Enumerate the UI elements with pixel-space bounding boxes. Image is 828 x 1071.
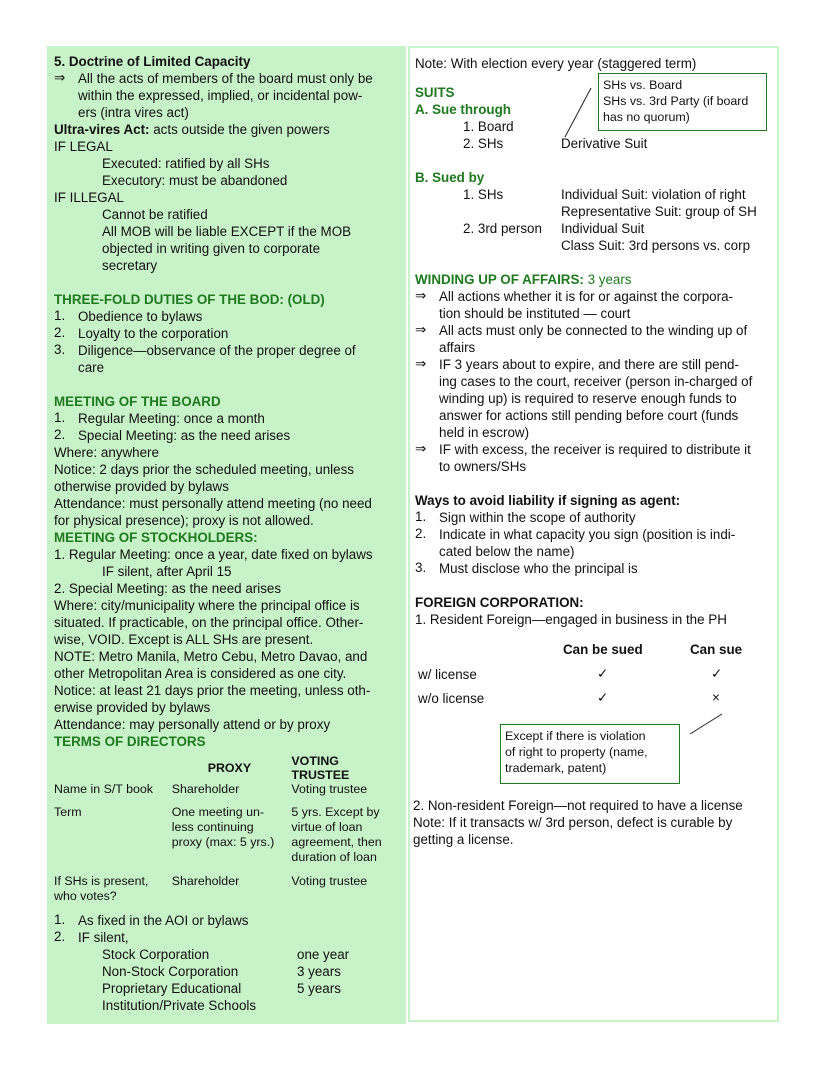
arrow-icon: ⇒ [415, 288, 427, 303]
suit-type: Individual Suit: violation of right [561, 187, 746, 202]
text-line: ing cases to the court, receiver (person in-charged of [439, 374, 753, 389]
nonresident-foreign: 2. Non-resident Foreign—not required to have a license [413, 798, 743, 813]
item-text: Indicate in what capacity you sign (position is indi- [439, 527, 736, 542]
sh-special: 2. Special Meeting: as the need arises [54, 581, 282, 596]
item-number: 2. [415, 526, 427, 541]
connector-line [690, 714, 722, 734]
arrow-icon: ⇒ [54, 70, 66, 85]
item-number: 1. [54, 912, 66, 927]
item-text: Must disclose who the principal is [439, 561, 638, 576]
suit-party: 1. Board [463, 119, 514, 134]
connector-line [565, 88, 591, 137]
term-value: one year [297, 947, 350, 962]
fc-header-sued: Can be sued [563, 642, 643, 657]
item-number: 1. [415, 509, 427, 524]
arrow-icon: ⇒ [415, 441, 427, 456]
executory: Executory: must be abandoned [102, 173, 288, 188]
sh-regular: 1. Regular Meeting: once a year, date fixed on bylaws [54, 547, 373, 562]
check-icon: ✓ [597, 666, 609, 681]
text-line: Where: city/municipality where the principal office is [54, 598, 360, 613]
item-number: 2. [54, 929, 66, 944]
text-line: SHs vs. Board [603, 78, 683, 92]
fc-header-sue: Can sue [690, 642, 743, 657]
text-line: within the expressed, implied, or incidental pow- [78, 88, 363, 103]
table-cell: Shareholder [171, 782, 240, 796]
term-kind: Proprietary Educational [102, 981, 242, 996]
text-line: erwise provided by bylaws [54, 700, 211, 715]
note-election: Note: With election every year (staggered term) [415, 56, 697, 71]
text-line: secretary [102, 258, 158, 273]
term-kind: Non-Stock Corporation [102, 964, 239, 979]
text-line: Notice: 2 days prior the scheduled meeting, unless [54, 462, 354, 477]
text-line: objected in writing given to corporate [102, 241, 321, 256]
text-line: of right to property (name, [505, 745, 648, 759]
item-text: Diligence—observance of the proper degree of [78, 343, 356, 358]
term-value: 5 years [297, 981, 341, 996]
table-cell: One meeting un- less continuing proxy (max: 5 yrs.) [171, 805, 275, 849]
sued-by: B. Sued by [415, 170, 485, 185]
text-line: to owners/SHs [439, 459, 527, 474]
table-header: PROXY [207, 761, 252, 775]
check-icon: ✓ [597, 690, 609, 705]
foreign-title: FOREIGN CORPORATION: [415, 595, 584, 610]
table-cell: If SHs is present, who votes? [54, 874, 149, 903]
suit-party: 2. SHs [463, 136, 504, 151]
table-cell: Shareholder [171, 874, 240, 888]
fc-row-label: w/o license [418, 691, 485, 706]
text-line: winding up) is required to reserve enough funds to [439, 391, 737, 406]
term-kind: Institution/Private Schools [102, 998, 257, 1013]
text-line: Except if there is violation [505, 729, 646, 743]
board-where: Where: anywhere [54, 445, 159, 460]
fc-row-label: w/ license [418, 667, 477, 682]
text-line: SHs vs. 3rd Party (if board [603, 94, 749, 108]
text-line: IF with excess, the receiver is required to distribute it [439, 442, 751, 457]
ultra-vires-label: Ultra-vires Act: [54, 122, 150, 137]
terms-title: TERMS OF DIRECTORS [54, 734, 206, 749]
text-line: for physical presence); proxy is not allowed. [54, 513, 314, 528]
item-number: 1. [54, 308, 66, 323]
text-line: All actions whether it is for or against the corpora- [439, 289, 733, 304]
meeting-board-title: MEETING OF THE BOARD [54, 394, 221, 409]
item-text: IF silent, [78, 930, 129, 945]
sh-attendance: Attendance: may personally attend or by proxy [54, 717, 331, 732]
text-line: NOTE: Metro Manila, Metro Cebu, Metro Davao, and [54, 649, 368, 664]
term-value: 3 years [297, 964, 341, 979]
suits-title: SUITS [415, 85, 455, 100]
table-cell: Name in S/T book [54, 782, 153, 796]
item-text: As fixed in the AOI or bylaws [78, 913, 249, 928]
suit-type: Class Suit: 3rd persons vs. corp [561, 238, 751, 253]
table-header: VOTING TRUSTEE [291, 754, 350, 782]
text-line: trademark, patent) [505, 761, 607, 775]
text-line: tion should be instituted — court [439, 306, 631, 321]
text-line: Note: If it transacts w/ 3rd person, defect is curable by [413, 815, 733, 830]
suit-party: 1. SHs [463, 187, 504, 202]
text-line: situated. If practicable, on the principal office. Other- [54, 615, 364, 630]
sue-through: A. Sue through [415, 102, 511, 117]
text-line: answer for actions still pending before court (funds [439, 408, 739, 423]
text-line: has no quorum) [603, 110, 690, 124]
item-number: 2. [54, 427, 66, 442]
suit-party: 2. 3rd person [463, 221, 542, 236]
meeting-sh-title: MEETING OF STOCKHOLDERS: [54, 530, 258, 545]
text-line: Attendance: must personally attend meeting (no need [54, 496, 372, 511]
executed: Executed: ratified by all SHs [102, 156, 270, 171]
text-line: affairs [439, 340, 476, 355]
check-icon: ✓ [711, 666, 723, 681]
ultra-vires-text: acts outside the given powers [149, 122, 330, 137]
ways-title: Ways to avoid liability if signing as agent: [415, 493, 681, 508]
item-text: Loyalty to the corporation [78, 326, 229, 341]
text-line: ers (intra vires act) [78, 105, 189, 120]
item-text: cated below the name) [439, 544, 575, 559]
winding-years: 3 years [583, 272, 632, 287]
text-line: All acts must only be connected to the winding up of [439, 323, 748, 338]
text-line: getting a license. [413, 832, 514, 847]
suit-type: Derivative Suit [561, 136, 648, 151]
sh-if-silent: IF silent, after April 15 [102, 564, 232, 579]
cross-icon: × [712, 690, 720, 705]
item-number: 3. [54, 342, 66, 357]
item-number: 1. [54, 410, 66, 425]
if-legal: IF LEGAL [54, 139, 113, 154]
item-text: Regular Meeting: once a month [78, 411, 265, 426]
item-text: Obedience to bylaws [78, 309, 203, 324]
suit-type: Individual Suit [561, 221, 645, 236]
item-number: 2. [54, 325, 66, 340]
text-line: wise, VOID. Except is ALL SHs are present. [54, 632, 314, 647]
item-text: care [78, 360, 105, 375]
arrow-icon: ⇒ [415, 356, 427, 371]
text-line: All MOB will be liable EXCEPT if the MOB [102, 224, 352, 239]
if-illegal: IF ILLEGAL [54, 190, 124, 205]
nonresident-block [413, 797, 743, 848]
doctrine-title: 5. Doctrine of Limited Capacity [54, 54, 251, 69]
arrow-icon: ⇒ [415, 322, 427, 337]
suit-type: Representative Suit: group of SH [561, 204, 757, 219]
text-line: otherwise provided by bylaws [54, 479, 229, 494]
text-line: All the acts of members of the board must only be [78, 71, 373, 86]
table-cell: Voting trustee [291, 782, 368, 796]
text-line: other Metropolitan Area is considered as one city. [54, 666, 347, 681]
three-fold-title: THREE-FOLD DUTIES OF THE BOD: (OLD) [54, 292, 325, 307]
winding-title: WINDING UP OF AFFAIRS: [415, 272, 584, 287]
text-line: IF 3 years about to expire, and there are still pend- [439, 357, 739, 372]
table-cell: Term [54, 805, 82, 819]
item-text: Special Meeting: as the need arises [78, 428, 291, 443]
text-line: held in escrow) [439, 425, 530, 440]
table-cell: Voting trustee [291, 874, 368, 888]
text-line: Notice: at least 21 days prior the meeting, unless oth- [54, 683, 371, 698]
table-cell: 5 yrs. Except by virtue of loan agreement, then duration of loan [291, 805, 382, 864]
term-kind: Stock Corporation [102, 947, 210, 962]
item-text: Sign within the scope of authority [439, 510, 636, 525]
resident-foreign: 1. Resident Foreign—engaged in business in the PH [415, 612, 727, 627]
item-number: 3. [415, 560, 427, 575]
cannot-ratify: Cannot be ratified [102, 207, 208, 222]
